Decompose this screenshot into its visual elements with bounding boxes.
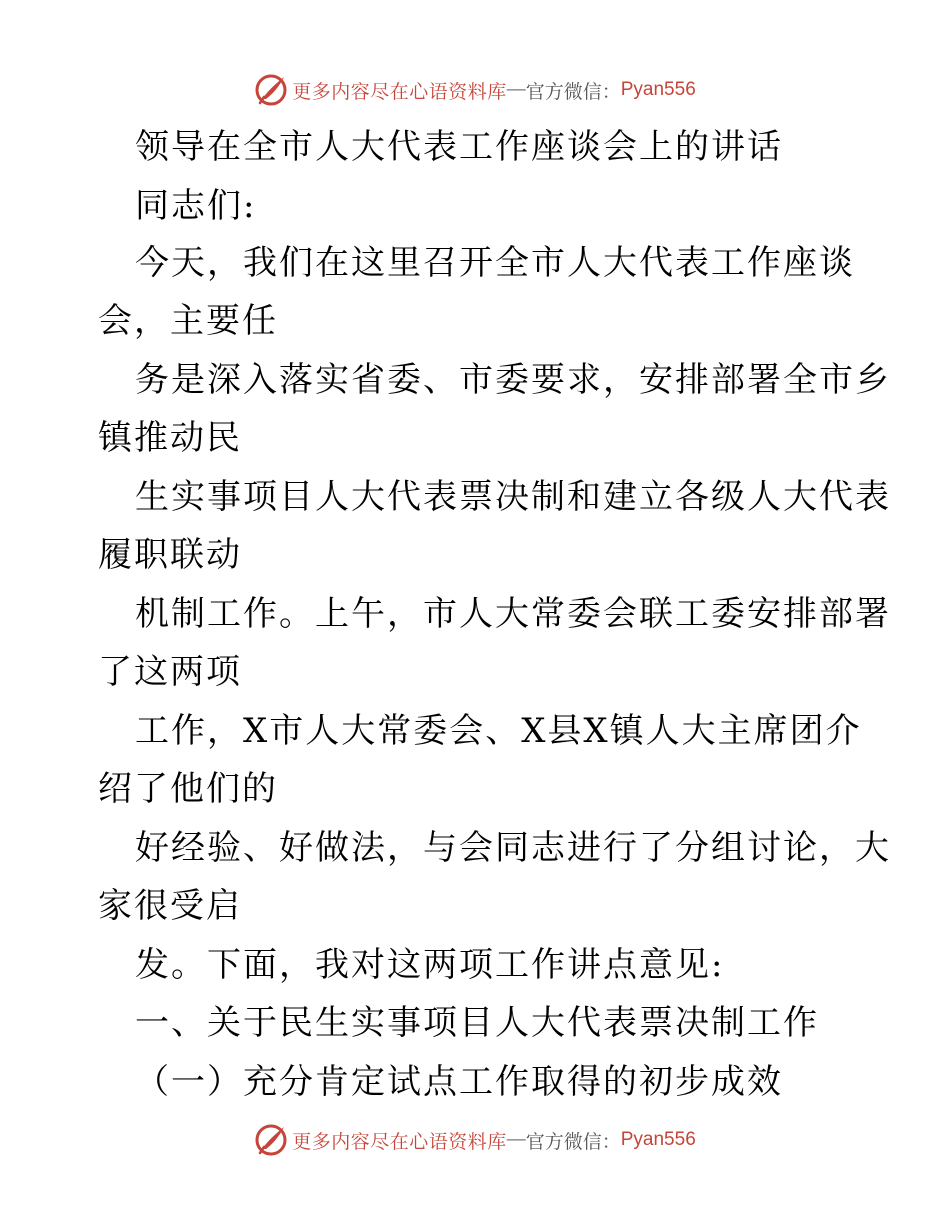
body-line: 机制工作。上午，市人大常委会联工委安排部署 bbox=[135, 594, 891, 634]
body-line: 生实事项目人大代表票决制和建立各级人大代表 bbox=[135, 477, 891, 517]
header-watermark bbox=[0, 70, 950, 110]
body-line: 务是深入落实省委、市委要求，安排部署全市乡 bbox=[135, 360, 891, 400]
document-title: 领导在全市人大代表工作座谈会上的讲话 bbox=[135, 127, 783, 167]
quill-logo-icon bbox=[254, 1123, 288, 1157]
watermark-brand-text: 更多内容尽在心语资料库 bbox=[292, 81, 507, 103]
body-line: 了这两项 bbox=[98, 652, 242, 692]
subsection-heading: （一）充分肯定试点工作取得的初步成效 bbox=[135, 1062, 783, 1102]
watermark-separator: — bbox=[506, 1129, 526, 1150]
watermark-official-label: 官方微信： bbox=[525, 1131, 621, 1153]
watermark-brand-text: 更多内容尽在心语资料库 bbox=[292, 1131, 507, 1153]
footer-watermark bbox=[0, 1120, 950, 1160]
body-line: 会，主要任 bbox=[98, 301, 278, 341]
body-line: 履职联动 bbox=[98, 535, 242, 575]
body-line: 镇推动民 bbox=[98, 418, 242, 458]
salutation: 同志们: bbox=[135, 186, 257, 226]
quill-logo-icon bbox=[254, 73, 288, 107]
watermark-wechat-id: Pyan556 bbox=[620, 79, 696, 100]
body-line: 今天，我们在这里召开全市人大代表工作座谈 bbox=[135, 243, 855, 283]
watermark-official-label: 官方微信： bbox=[525, 81, 621, 103]
body-line: 工作，X市人大常委会、X县X镇人大主席团介 bbox=[135, 711, 862, 751]
watermark-separator: — bbox=[506, 79, 526, 100]
body-line: 发。下面，我对这两项工作讲点意见: bbox=[135, 945, 725, 985]
body-line: 绍了他们的 bbox=[98, 769, 278, 809]
body-line: 家很受启 bbox=[98, 886, 242, 926]
watermark-wechat-id: Pyan556 bbox=[620, 1129, 696, 1150]
section-heading: 一、关于民生实事项目人大代表票决制工作 bbox=[135, 1003, 819, 1043]
body-line: 好经验、好做法，与会同志进行了分组讨论，大 bbox=[135, 828, 891, 868]
